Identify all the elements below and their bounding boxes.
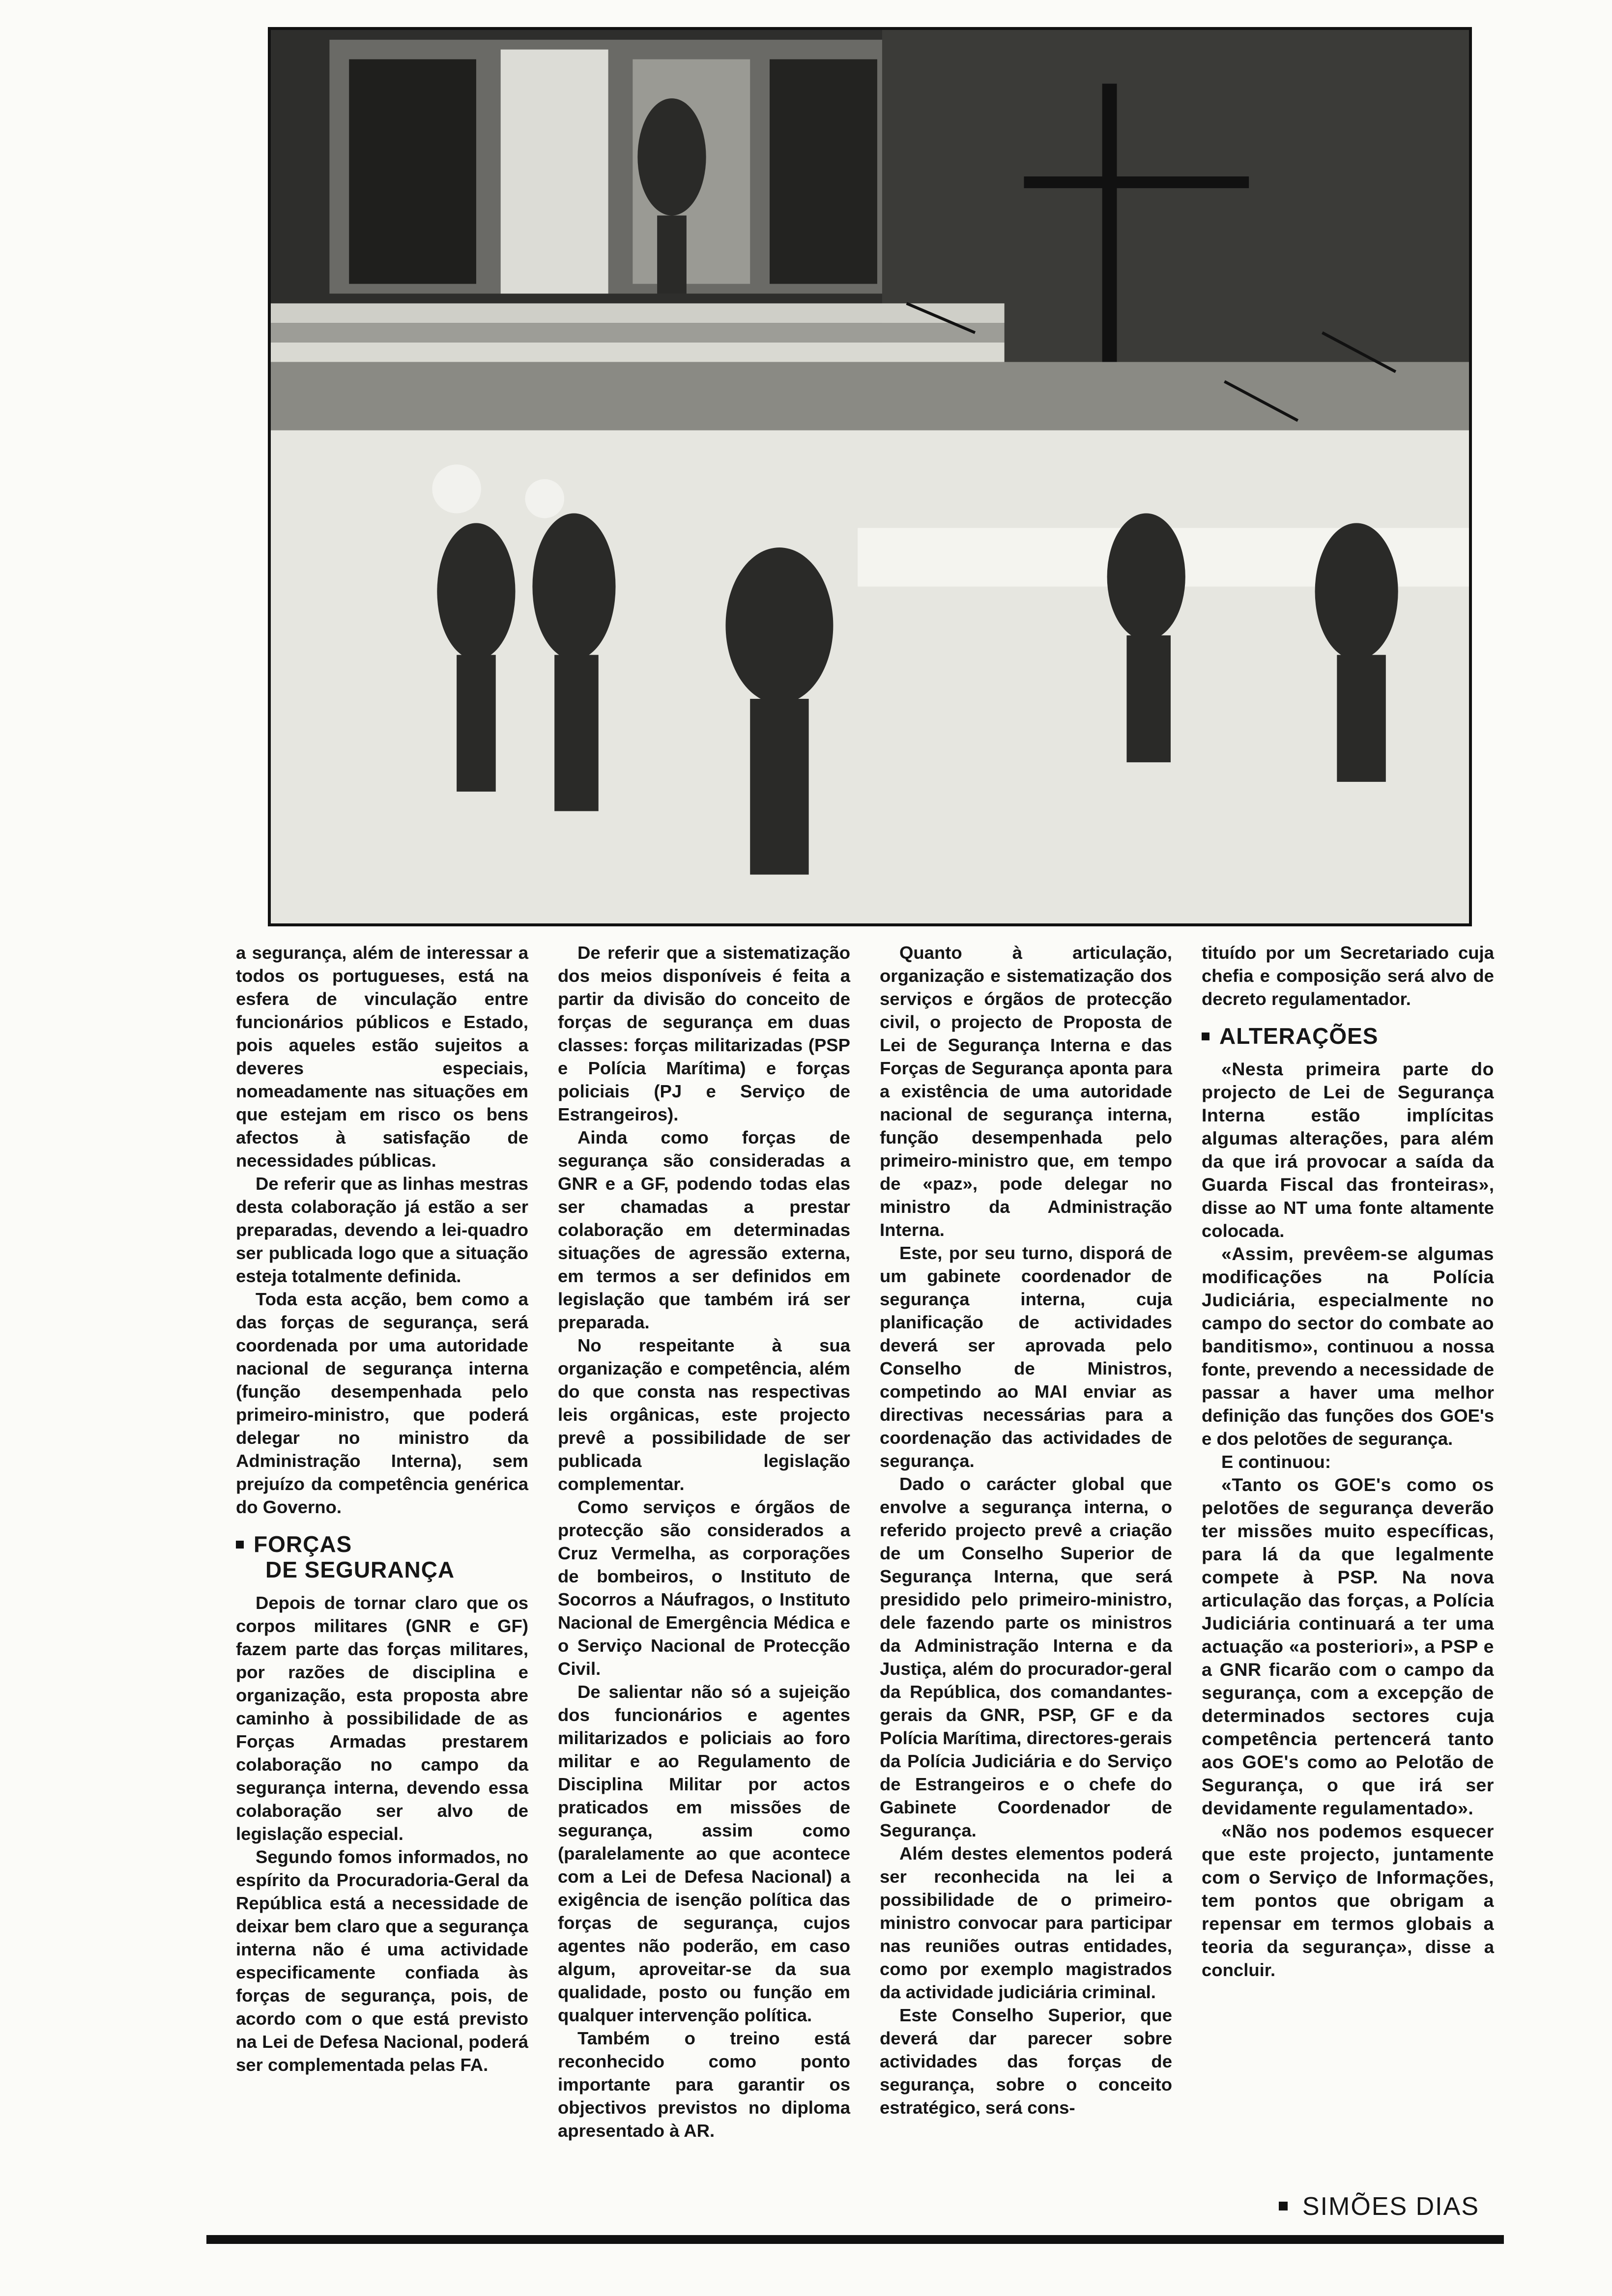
paragraph: Depois de tornar claro que os corpos militares (GNR e GF) fazem parte das forças militares, por razões de disciplina e organização, esta proposta abre caminho à possibilidade de as Forças Armadas prestarem colaboração no campo da segurança interna, devendo essa colaboração ser alvo de legislação especial. — [236, 1593, 528, 1844]
column-1 — [236, 941, 528, 2199]
paragraph: Este Conselho Superior, que deverá dar parecer sobre actividades das forças de segurança, sobre o conceito estratégico, será cons- — [880, 2005, 1172, 2118]
square-bullet-icon — [1202, 1033, 1209, 1040]
news-photo — [268, 27, 1472, 926]
paragraph: «Não nos podemos esquecer que este projecto, juntamente com o Serviço de Informações, tem pontos que obrigam a repensar em termos globais a teoria da segurança», disse a concluir. — [1202, 1821, 1495, 1980]
paragraph: Também o treino está reconhecido como ponto importante para garantir os objectivos previstos no diploma apresentado à AR. — [558, 2028, 850, 2141]
paragraph: De salientar não só a sujeição dos funcionários e agentes militarizados e policiais ao foro militar e ao Regulamento de Disciplina Militar por actos praticados em missões de segurança, assim como (paralelamente ao que acontece com a Lei de Defesa Nacional) a exigência de isenção política das forças de segurança, cujos agentes não poderão, em caso algum, aproveitar-se da sua qualidade, posto ou função em qualquer intervenção política. — [558, 1682, 850, 2025]
column-3 — [880, 941, 1172, 2199]
column-2 — [558, 941, 850, 2199]
paragraph: De referir que a sistematização dos meios disponíveis é feita a partir da divisão do conceito de forças de segurança em duas classes: forças militarizadas (PSP e Polícia Marítima) e forças policiais (PJ e Serviço de Estrangeiros). — [558, 943, 850, 1124]
paragraph: De referir que as linhas mestras desta colaboração já estão a ser preparadas, devendo a lei-quadro ser publicada logo que a situação esteja totalmente definida. — [236, 1174, 528, 1286]
paragraph: Este, por seu turno, disporá de um gabinete coordenador de segurança interna, cuja planificação de actividades deverá ser aprovada pelo Conselho de Ministros, competindo ao MAI enviar as directivas necessárias para a coordenação das actividades de segurança. — [880, 1243, 1172, 1471]
author-byline: SIMÕES DIAS — [1279, 2192, 1479, 2221]
paragraph: E continuou: — [1221, 1452, 1331, 1472]
paragraph: Segundo fomos informados, no espírito da Procuradoria-Geral da República está a necessidade de deixar bem claro que a segurança interna não é uma actividade especificamente confiada às forças de segurança, pois, de acordo com o que está previsto na Lei de Defesa Nacional, poderá ser complementada pelas FA. — [236, 1847, 528, 2075]
square-bullet-icon — [1279, 2202, 1288, 2210]
article-body — [236, 941, 1494, 2199]
paragraph: tituído por um Secretariado cuja chefia e composição será alvo de decreto regulamentador. — [1202, 943, 1494, 1009]
paragraph: Ainda como forças de segurança são consideradas a GNR e a GF, podendo todas elas ser chamadas a prestar colaboração em determinadas situações de agressão externa, em termos a ser definidos em legislação que também irá ser preparada. — [558, 1127, 850, 1332]
paragraph: No respeitante à sua organização e competência, além do que consta nas respectivas leis orgânicas, este projecto prevê a possibilidade de ser publicada legislação complementar. — [558, 1335, 850, 1494]
square-bullet-icon — [236, 1541, 244, 1549]
column-4 — [1202, 941, 1494, 2199]
paragraph: Além destes elementos poderá ser reconhecida na lei a possibilidade de o primeiro-ministro convocar para participar nas reuniões outras entidades, como por exemplo magistrados da actividade judiciária criminal. — [880, 1843, 1172, 2002]
subheading-alteracoes: ALTERAÇÕES — [1202, 1023, 1494, 1049]
paragraph: Toda esta acção, bem como a das forças de segurança, será coordenada por uma autoridade nacional de segurança interna (função desempenhada pelo primeiro-ministro, que poderá delegar no ministro da Administração Interna), sem prejuízo da competência genérica do Governo. — [236, 1289, 528, 1517]
paragraph: a segurança, além de interessar a todos os portugueses, está na esfera de vinculação entre funcionários públicos e Estado, pois aqueles estão sujeitos a deveres especiais, nomeadamente nas situações em que estejam em risco os bens afectos à satisfação de necessidades públicas. — [236, 943, 528, 1171]
paragraph: «Tanto os GOE's como os pelotões de segurança deverão ter missões muito específicas, para lá da que legalmente compete à PSP. Na nova articulação das forças, a Polícia Judiciária continuará a ter uma actuação «a posteriori», a PSP e a GNR ficarão com o campo da segurança, com a excepção de determinados sectores cuja competência pertencerá tanto aos GOE's como ao Pelotão de Segurança, o que irá ser devidamente regulamentado». — [1202, 1474, 1494, 1818]
photo-scene — [271, 30, 1469, 923]
paragraph: «Nesta primeira parte do projecto de Lei de Segurança Interna estão implícitas algumas alterações, para além da que irá provocar a saída da Guarda Fiscal das fronteiras», disse ao NT uma fonte altamente colocada. — [1202, 1059, 1494, 1241]
paragraph: Como serviços e órgãos de protecção são considerados a Cruz Vermelha, as corporações de bombeiros, o Instituto de Socorros a Náufragos, o Instituto Nacional de Emergência Médica e o Serviço Nacional de Protecção Civil. — [558, 1497, 850, 1679]
paragraph: Quanto à articulação, organização e sistematização dos serviços e órgãos de protecção civil, o projecto de Proposta de Lei de Segurança Interna e das Forças de Segurança aponta para a existência de uma autoridade nacional de segurança interna, função desempenhada pelo primeiro-ministro que, em tempo de «paz», pode delegar no ministro da Administração Interna. — [880, 943, 1172, 1240]
bottom-rule — [206, 2235, 1504, 2244]
subheading-forcas: FORÇAS DE SEGURANÇA — [236, 1531, 528, 1582]
paragraph: «Assim, prevêem-se algumas modificações na Polícia Judiciária, especialmente no campo do sector do combate ao banditismo», continuou a nossa fonte, prevendo a necessidade de passar a haver uma melhor definição das funções dos GOE's e dos pelotões de segurança. — [1202, 1243, 1494, 1449]
paragraph: Dado o carácter global que envolve a segurança interna, o referido projecto prevê a criação de um Conselho Superior de Segurança Interna, que será presidido pelo primeiro-ministro, dele fazendo parte os ministros da Administração Interna e da Justiça, além do procurador-geral da República, dos comandantes-gerais da GNR, PSP, GF e da Polícia Marítima, directores-gerais da Polícia Judiciária e do Serviço de Estrangeiros e o chefe do Gabinete Coordenador de Segurança. — [880, 1474, 1172, 1840]
